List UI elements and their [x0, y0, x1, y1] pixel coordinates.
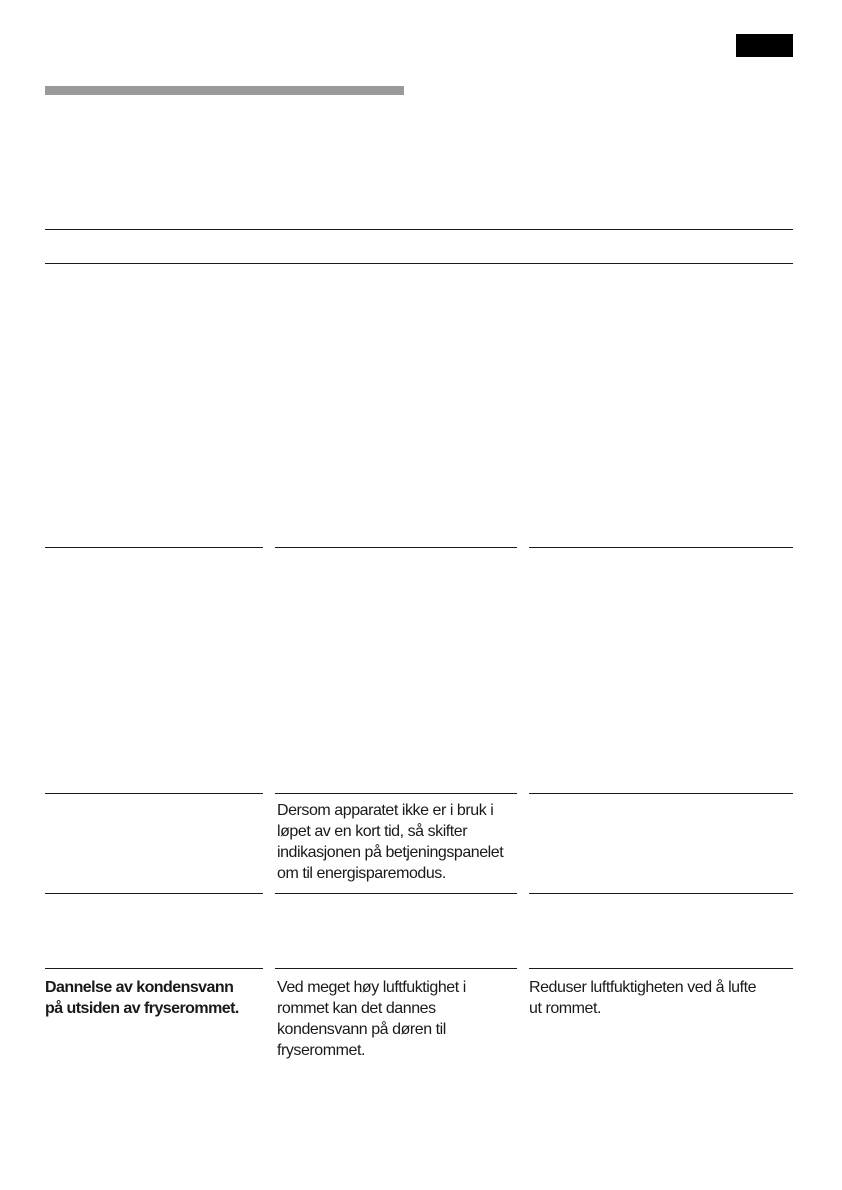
row-rule — [45, 893, 263, 894]
table-cell-cause: Ved meget høy luftfuktighet i rommet kan det dannes kondensvann på døren til fryserommet. — [277, 979, 466, 1059]
row-rule — [275, 793, 517, 794]
table-cell-problem: Dannelse av kondensvann på utsiden av fryserommet. — [45, 979, 239, 1017]
section-title-bar — [45, 86, 404, 95]
row-rule — [45, 793, 263, 794]
row-rule — [275, 547, 517, 548]
row-rule — [45, 968, 263, 969]
row-rule — [529, 968, 793, 969]
row-rule — [45, 547, 263, 548]
table-cell-cause: Dersom apparatet ikke er i bruk i løpet av en kort tid, så skifter indikasjonen på betjeningspanelet om til energisparemodus. — [277, 802, 504, 882]
table-header-rule — [45, 263, 793, 264]
row-rule — [529, 793, 793, 794]
row-rule — [275, 893, 517, 894]
table-top-rule — [45, 229, 793, 230]
language-tab — [736, 34, 793, 57]
row-rule — [529, 547, 793, 548]
row-rule — [529, 893, 793, 894]
table-cell-remedy: Reduser luftfuktigheten ved å lufte ut rommet. — [529, 979, 757, 1017]
row-rule — [275, 968, 517, 969]
